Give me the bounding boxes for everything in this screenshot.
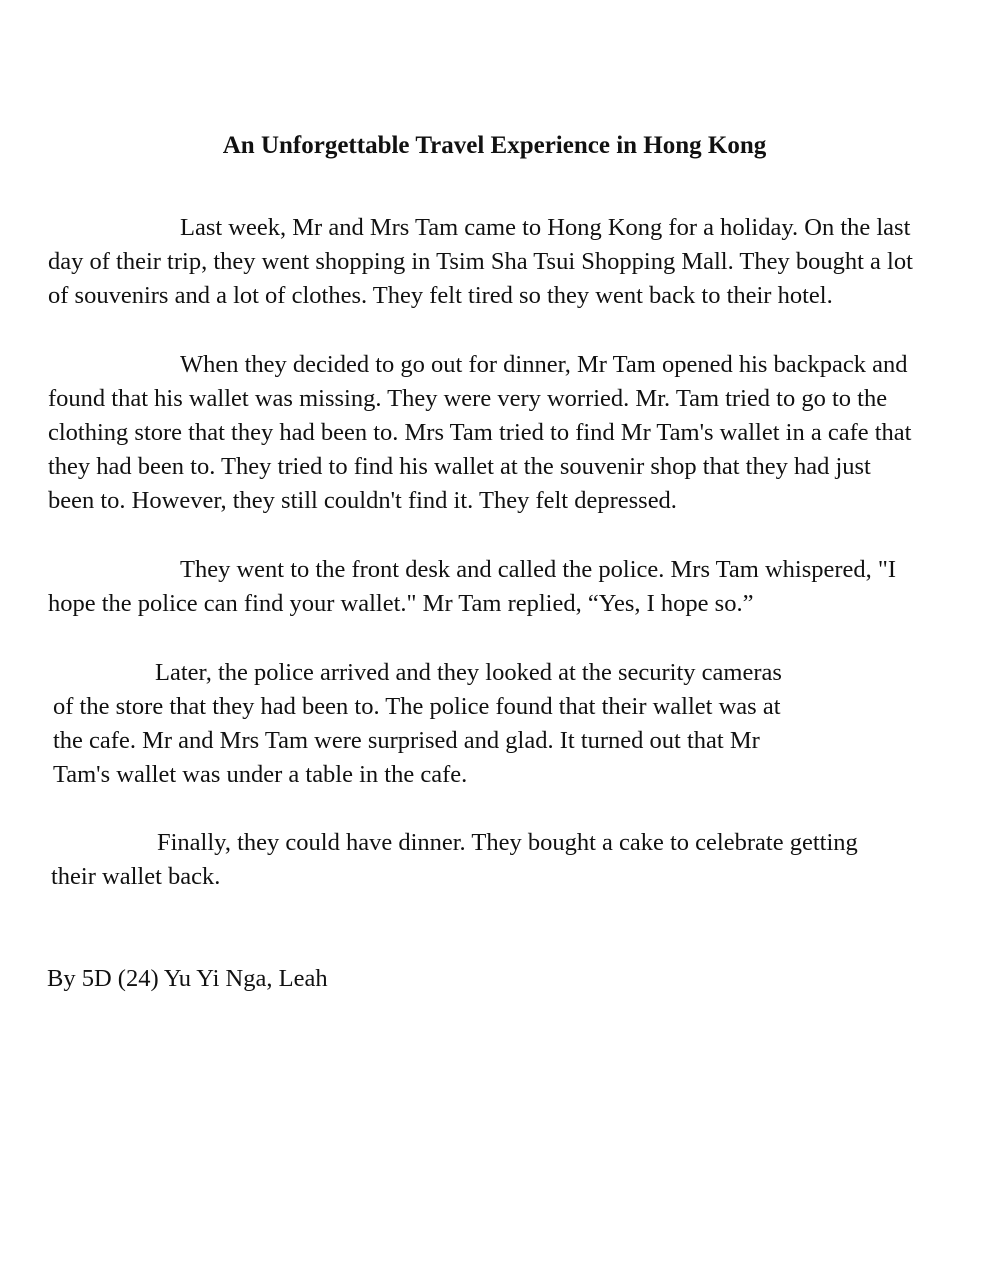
paragraph-line: the cafe. Mr and Mrs Tam were surprised and glad. It turned out that Mr	[53, 727, 760, 754]
paragraph-line: been to. However, they still couldn't find it. They felt depressed.	[48, 487, 677, 514]
paragraph-line: clothing store that they had been to. Mrs Tam tried to find Mr Tam's wallet in a cafe that	[48, 419, 912, 446]
paragraph-line: They went to the front desk and called the police. Mrs Tam whispered, "I	[180, 556, 897, 583]
paragraph-line: Last week, Mr and Mrs Tam came to Hong Kong for a holiday. On the last	[180, 214, 911, 241]
paragraph-line: day of their trip, they went shopping in Tsim Sha Tsui Shopping Mall. They bought a lot	[48, 248, 913, 275]
author-byline: By 5D (24) Yu Yi Nga, Leah	[47, 965, 328, 992]
paragraph-line: hope the police can find your wallet." Mr Tam replied, “Yes, I hope so.”	[48, 590, 754, 617]
paragraph-line: When they decided to go out for dinner, Mr Tam opened his backpack and	[180, 351, 908, 378]
paragraph-line: found that his wallet was missing. They were very worried. Mr. Tam tried to go to the	[48, 385, 888, 412]
paragraph-line: Tam's wallet was under a table in the cafe.	[53, 761, 468, 788]
paragraph-line: Later, the police arrived and they looked at the security cameras	[155, 659, 782, 686]
paragraph-4	[53, 656, 828, 792]
paragraph-line: of souvenirs and a lot of clothes. They felt tired so they went back to their hotel.	[48, 282, 833, 309]
document-title: An Unforgettable Travel Experience in Hong Kong	[222, 132, 767, 159]
paragraph-line: they had been to. They tried to find his wallet at the souvenir shop that they had just	[48, 453, 871, 480]
paragraph-3	[48, 553, 948, 621]
paragraph-2	[48, 348, 968, 518]
paragraph-5	[51, 826, 911, 894]
paragraph-line: their wallet back.	[51, 863, 221, 890]
paragraph-line: Finally, they could have dinner. They bought a cake to celebrate getting	[157, 829, 858, 856]
paragraph-line: of the store that they had been to. The police found that their wallet was at	[53, 693, 781, 720]
paragraph-1	[48, 211, 968, 313]
